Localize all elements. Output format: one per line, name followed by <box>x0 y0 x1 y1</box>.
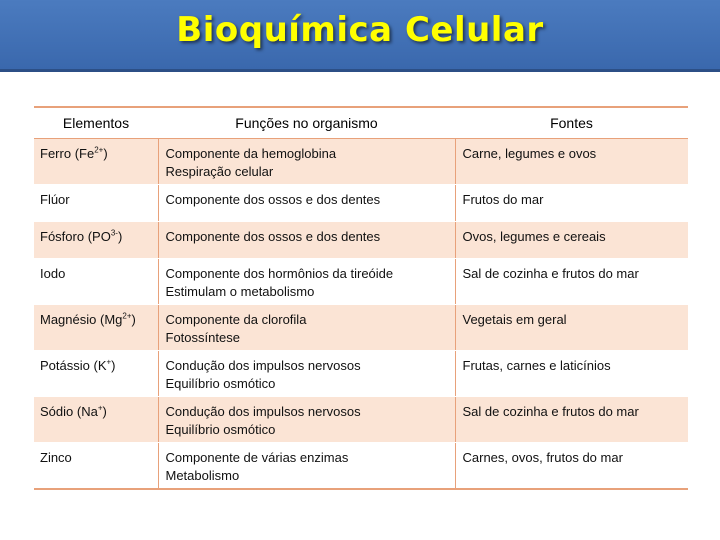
element-name: Iodo <box>40 266 66 281</box>
header-elementos: Elementos <box>34 107 158 139</box>
table-row <box>34 443 688 489</box>
element-name: Potássio <box>40 358 90 373</box>
element-name: Sódio <box>40 404 74 419</box>
ion-charge: + <box>97 403 103 413</box>
table-header-row <box>34 107 688 139</box>
element-cell <box>34 139 158 185</box>
table-row <box>34 397 688 443</box>
ion-symbol: (K <box>93 358 107 373</box>
source-cell: Frutos do mar <box>455 185 688 222</box>
function-line: Condução dos impulsos nervosos <box>165 358 361 373</box>
function-line: Componente dos ossos e dos dentes <box>165 229 381 244</box>
source-cell: Carne, legumes e ovos <box>455 139 688 185</box>
function-line: Equilíbrio osmótico <box>165 376 276 391</box>
source-cell: Ovos, legumes e cereais <box>455 222 688 259</box>
elements-table <box>34 106 688 490</box>
function-cell <box>158 185 455 222</box>
function-cell <box>158 305 455 351</box>
element-name: Zinco <box>40 450 72 465</box>
function-line: Componente de várias enzimas <box>165 450 349 465</box>
ion-close: ) <box>103 146 108 161</box>
ion-symbol: (Fe <box>74 146 95 161</box>
ion-close: ) <box>102 404 107 419</box>
function-cell <box>158 443 455 489</box>
source-cell: Carnes, ovos, frutos do mar <box>455 443 688 489</box>
ion-charge: 3- <box>110 228 118 238</box>
function-line: Componente dos hormônios da tireóide <box>165 266 394 281</box>
ion-close: ) <box>117 229 123 244</box>
element-cell <box>34 222 158 259</box>
function-line: Condução dos impulsos nervosos <box>165 404 361 419</box>
function-line: Componente dos ossos e dos dentes <box>165 192 381 207</box>
header-fontes: Fontes <box>455 107 688 139</box>
ion-charge: 2+ <box>122 311 132 321</box>
source-cell: Vegetais em geral <box>455 305 688 351</box>
element-name: Ferro <box>40 146 72 161</box>
function-cell <box>158 397 455 443</box>
table-row <box>34 185 688 222</box>
function-cell <box>158 351 455 397</box>
function-cell <box>158 259 455 305</box>
title-bar <box>0 0 720 72</box>
source-cell: Sal de cozinha e frutos do mar <box>455 397 688 443</box>
element-cell <box>34 185 158 222</box>
table-row <box>34 259 688 305</box>
ion-close: ) <box>111 358 116 373</box>
table-row <box>34 305 688 351</box>
ion-symbol: (PO <box>87 229 111 244</box>
source-cell: Frutas, carnes e laticínios <box>455 351 688 397</box>
element-cell <box>34 259 158 305</box>
function-cell <box>158 222 455 259</box>
header-funcoes: Funções no organismo <box>158 107 455 139</box>
function-line: Componente da clorofila <box>165 312 307 327</box>
function-line: Componente da hemoglobina <box>165 146 337 161</box>
ion-close: ) <box>131 312 136 327</box>
function-cell <box>158 139 455 185</box>
element-cell <box>34 397 158 443</box>
element-cell <box>34 443 158 489</box>
ion-symbol: (Mg <box>100 312 123 327</box>
page-title: Bioquímica Celular <box>176 10 544 50</box>
function-line: Fotossíntese <box>165 330 240 345</box>
function-line: Metabolismo <box>165 468 240 483</box>
function-line: Estimulam o metabolismo <box>165 284 315 299</box>
element-name: Fósforo <box>40 229 85 244</box>
element-cell <box>34 351 158 397</box>
ion-charge: + <box>106 357 112 367</box>
ion-charge: 2+ <box>94 145 104 155</box>
function-line: Equilíbrio osmótico <box>165 422 276 437</box>
table-row <box>34 351 688 397</box>
function-line: Respiração celular <box>165 164 274 179</box>
table-row <box>34 139 688 185</box>
ion-symbol: (Na <box>76 404 98 419</box>
table-row <box>34 222 688 259</box>
element-name: Magnésio <box>40 312 97 327</box>
element-name: Flúor <box>40 192 70 207</box>
source-cell: Sal de cozinha e frutos do mar <box>455 259 688 305</box>
element-cell <box>34 305 158 351</box>
